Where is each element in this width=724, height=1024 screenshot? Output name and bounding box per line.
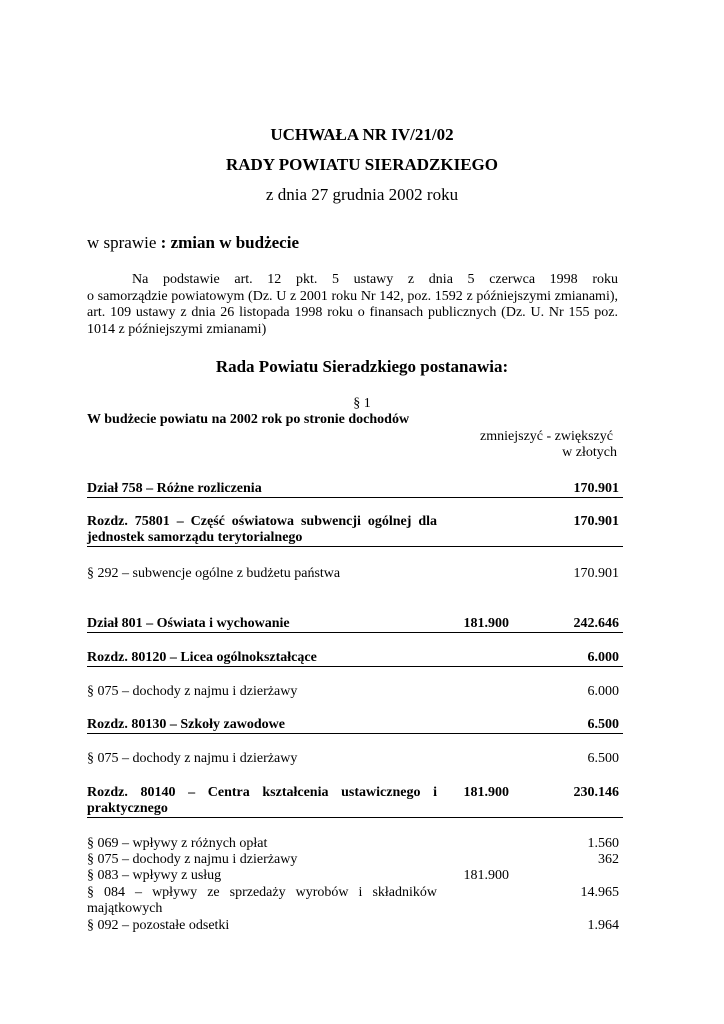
row-label: § 092 – pozostałe odsetki xyxy=(87,918,230,933)
row-label xyxy=(87,885,437,917)
row-label-line: Rozdz. 75801 – Część oświatowa subwencji ogólnej dla xyxy=(87,514,437,529)
legal-basis-line: art. 109 ustawy z dnia 26 listopada 1998 roku o finansach publicznych (Dz. U. Nr 155 poz. xyxy=(87,305,618,320)
row-divider xyxy=(87,546,623,547)
row-label: § 069 – wpływy z różnych opłat xyxy=(87,836,268,851)
row-increase: 6.000 xyxy=(587,650,619,665)
resolution-date: z dnia 27 grudnia 2002 roku xyxy=(265,185,459,204)
legal-basis-line: Na podstawie art. 12 pkt. 5 ustawy z dnia 5 czerwca 1998 roku xyxy=(132,272,618,287)
row-label: § 075 – dochody z najmu i dzierżawy xyxy=(87,852,298,867)
row-increase: 230.146 xyxy=(573,785,619,800)
row-label: § 292 – subwencje ogólne z budżetu państwa xyxy=(87,566,341,581)
row-increase: 6.500 xyxy=(587,751,619,766)
row-increase: 6.000 xyxy=(587,684,619,699)
row-label: Dział 758 – Różne rozliczenia xyxy=(87,481,262,496)
row-increase: 1.560 xyxy=(587,836,619,851)
row-increase: 170.901 xyxy=(573,481,619,496)
table-row xyxy=(87,514,623,546)
row-increase: 6.500 xyxy=(587,717,619,732)
table-row xyxy=(87,785,623,817)
row-label xyxy=(87,514,437,546)
row-divider xyxy=(87,666,623,667)
row-increase: 1.964 xyxy=(587,918,619,933)
row-label: Rozdz. 80120 – Licea ogólnokształcące xyxy=(87,650,317,665)
legal-basis xyxy=(87,272,618,338)
row-decrease: 181.900 xyxy=(463,785,509,800)
row-label-line: § 084 – wpływy ze sprzedaży wyrobów i składników xyxy=(87,885,437,900)
council-name: RADY POWIATU SIERADZKIEGO xyxy=(225,155,499,174)
table-row xyxy=(87,885,623,917)
row-label: § 075 – dochody z najmu i dzierżawy xyxy=(87,684,298,699)
legal-basis-line: 1014 z późniejszymi zmianami) xyxy=(87,321,267,337)
row-decrease: 181.900 xyxy=(463,616,509,631)
subject-line xyxy=(87,233,299,253)
row-label xyxy=(87,785,437,817)
row-divider xyxy=(87,632,623,633)
section-number: § 1 xyxy=(353,396,371,411)
legal-basis-line: o samorządzie powiatowym (Dz. U z 2001 roku Nr 142, poz. 1592 z późniejszymi zmianami), xyxy=(87,288,618,304)
row-label-line: majątkowych xyxy=(87,901,163,916)
row-increase: 170.901 xyxy=(573,566,619,581)
row-divider xyxy=(87,497,623,498)
unit-label: w złotych xyxy=(562,445,617,460)
row-label-line: jednostek samorządu terytorialnego xyxy=(87,530,303,545)
row-label: Dział 801 – Oświata i wychowanie xyxy=(87,616,290,631)
row-increase: 242.646 xyxy=(573,616,619,631)
row-increase: 14.965 xyxy=(580,885,619,900)
column-header: zmniejszyć - zwiększyć xyxy=(480,429,613,444)
row-divider xyxy=(87,733,623,734)
subject-text: : zmian w budżecie xyxy=(160,233,299,252)
section-heading: W budżecie powiatu na 2002 rok po stronie dochodów xyxy=(87,412,410,427)
row-divider xyxy=(87,817,623,818)
row-label: § 083 – wpływy z usług xyxy=(87,868,222,883)
row-decrease: 181.900 xyxy=(463,868,509,883)
row-label-line: Rozdz. 80140 – Centra kształcenia ustawicznego i xyxy=(87,785,437,800)
subject-prefix: w sprawie xyxy=(87,233,161,252)
row-increase: 362 xyxy=(598,852,619,867)
row-increase: 170.901 xyxy=(573,514,619,529)
resolution-title: UCHWAŁA NR IV/21/02 xyxy=(270,125,454,144)
row-label-line: praktycznego xyxy=(87,801,168,816)
resolves-heading: Rada Powiatu Sieradzkiego postanawia: xyxy=(215,357,509,376)
row-label: Rozdz. 80130 – Szkoły zawodowe xyxy=(87,717,285,732)
row-label: § 075 – dochody z najmu i dzierżawy xyxy=(87,751,298,766)
